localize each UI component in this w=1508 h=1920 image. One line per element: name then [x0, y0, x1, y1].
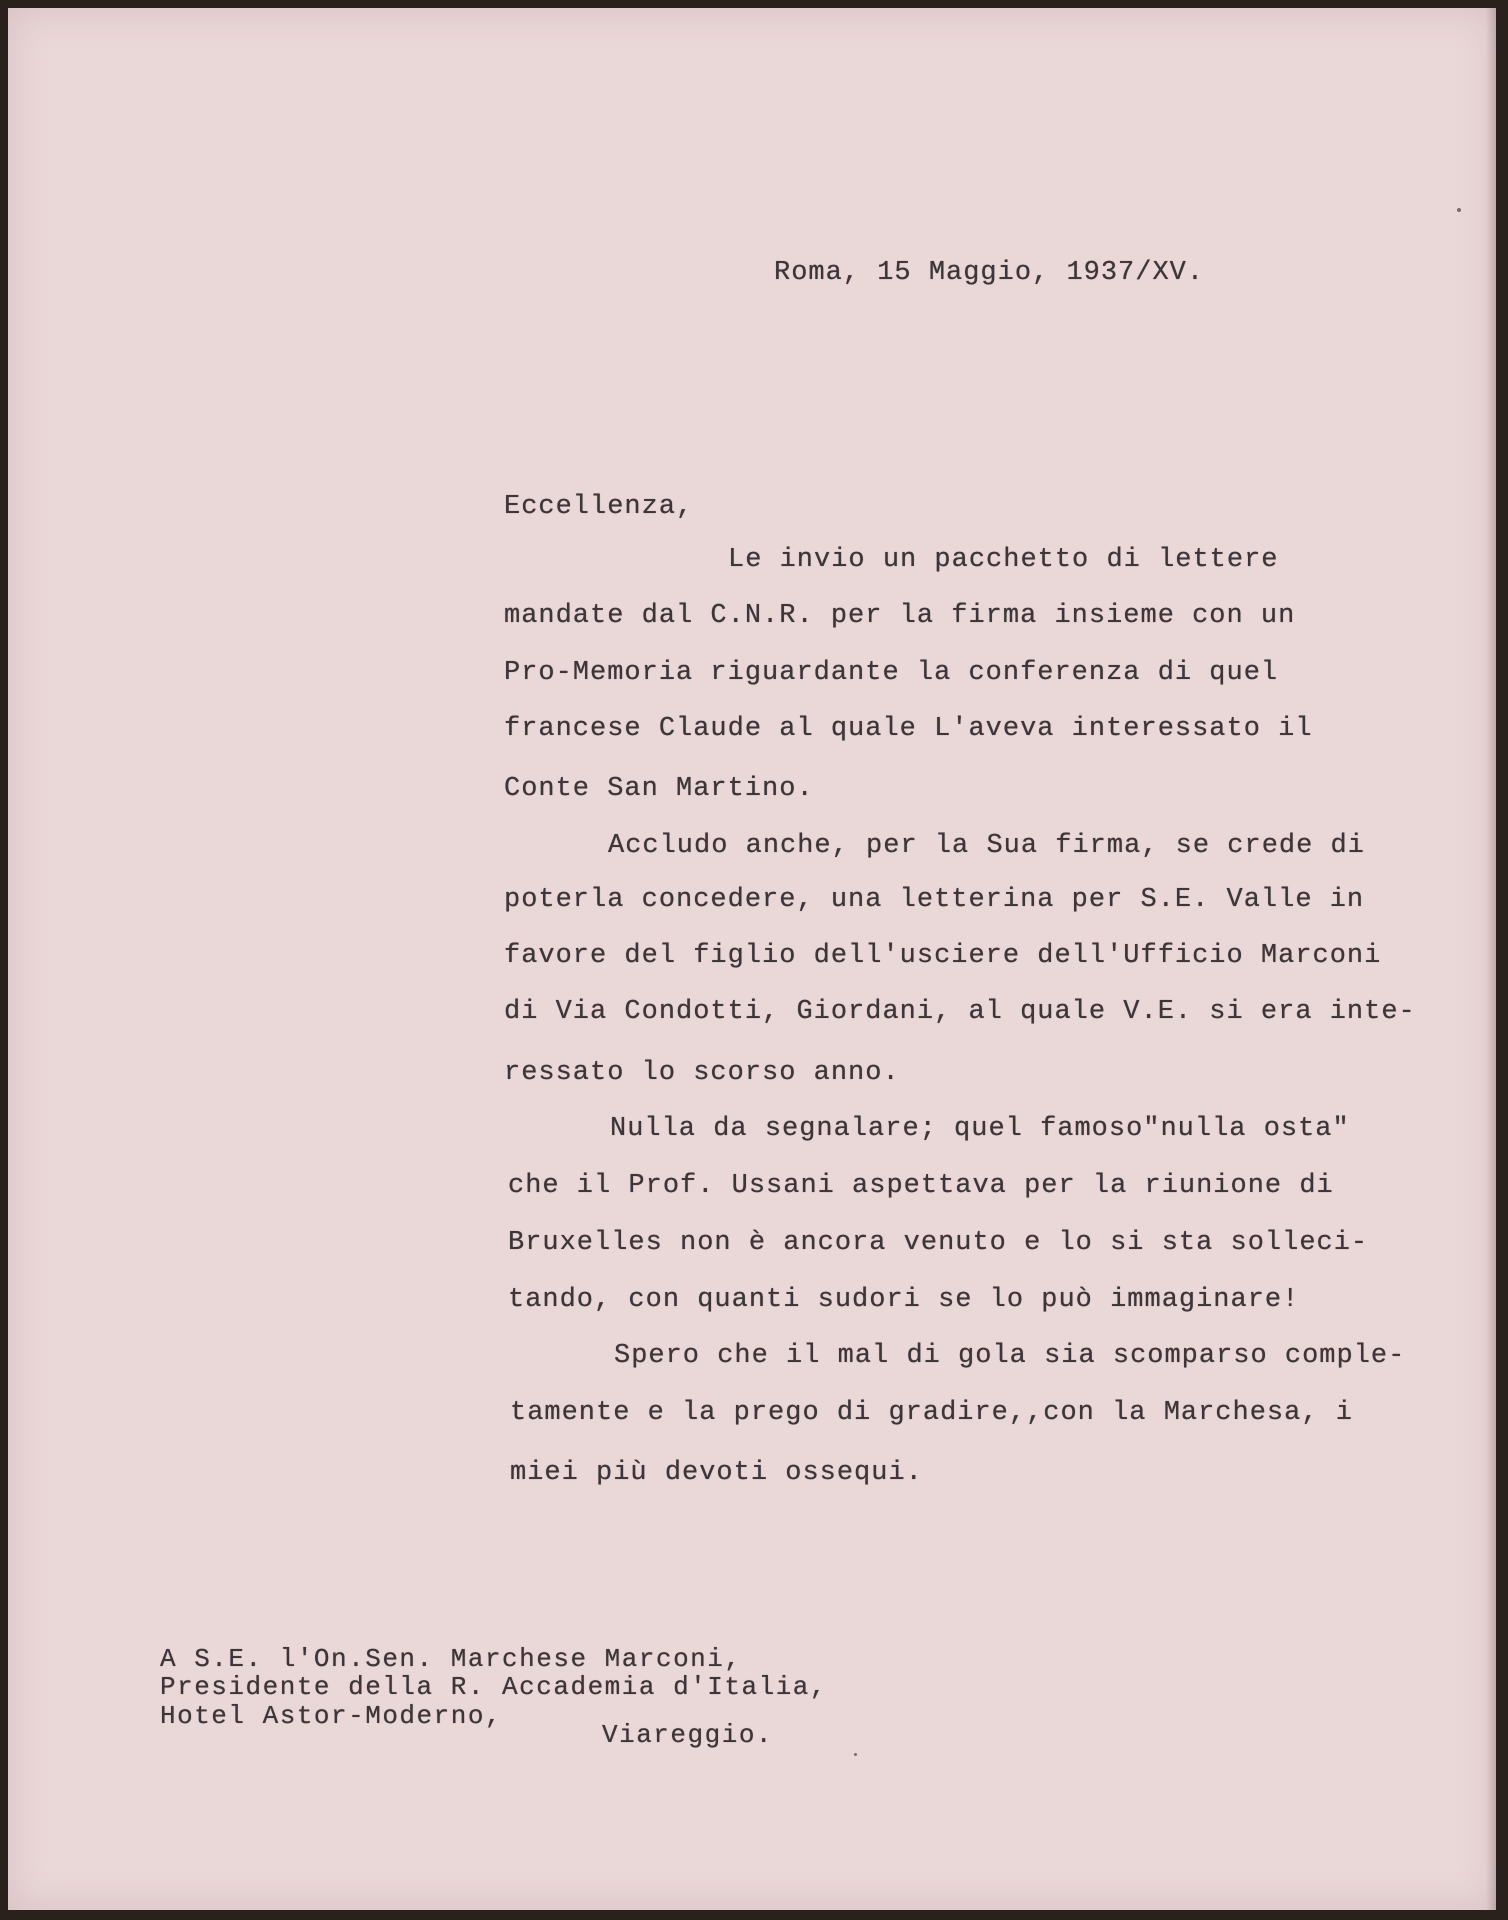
address-line: Hotel Astor-Moderno,	[160, 1701, 503, 1731]
letter-page	[8, 8, 1496, 1910]
body-line: Spero che il mal di gola sia scomparso comple-	[614, 1341, 1406, 1371]
body-line: di Via Condotti, Giordani, al quale V.E. si era inte-	[504, 997, 1416, 1027]
paper-speck	[1457, 208, 1461, 212]
body-line: miei più devoti ossequi.	[510, 1458, 923, 1488]
address-line: Presidente della R. Accademia d'Italia,	[160, 1672, 827, 1702]
body-line: mandate dal C.N.R. per la firma insieme con un	[504, 601, 1296, 631]
letter-salutation: Eccellenza,	[504, 492, 694, 522]
letter-date: Roma, 15 Maggio, 1937/XV.	[774, 258, 1205, 288]
body-line: Bruxelles non è ancora venuto e lo si sta solleci-	[508, 1228, 1369, 1258]
body-line: ressato lo scorso anno.	[504, 1058, 900, 1088]
address-line: A S.E. l'On.Sen. Marchese Marconi,	[160, 1644, 742, 1674]
address-city: Viareggio.	[602, 1720, 774, 1750]
body-line: Conte San Martino.	[504, 774, 814, 804]
body-line: Le invio un pacchetto di lettere	[728, 545, 1279, 575]
body-line: poterla concedere, una letterina per S.E. Valle in	[504, 885, 1365, 915]
body-line: Nulla da segnalare; quel famoso"nulla osta"	[610, 1114, 1350, 1144]
body-line: tando, con quanti sudori se lo può immaginare!	[508, 1285, 1300, 1315]
body-line: francese Claude al quale L'aveva interessato il	[504, 714, 1313, 744]
body-line: Accludo anche, per la Sua firma, se crede di	[608, 831, 1365, 861]
body-line: tamente e la prego di gradire,,con la Marchesa, i	[510, 1398, 1353, 1428]
body-line: che il Prof. Ussani aspettava per la riunione di	[508, 1171, 1334, 1201]
body-line: Pro-Memoria riguardante la conferenza di quel	[504, 658, 1279, 688]
body-line: favore del figlio dell'usciere dell'Ufficio Marconi	[504, 941, 1382, 971]
paper-speck	[854, 1753, 857, 1756]
